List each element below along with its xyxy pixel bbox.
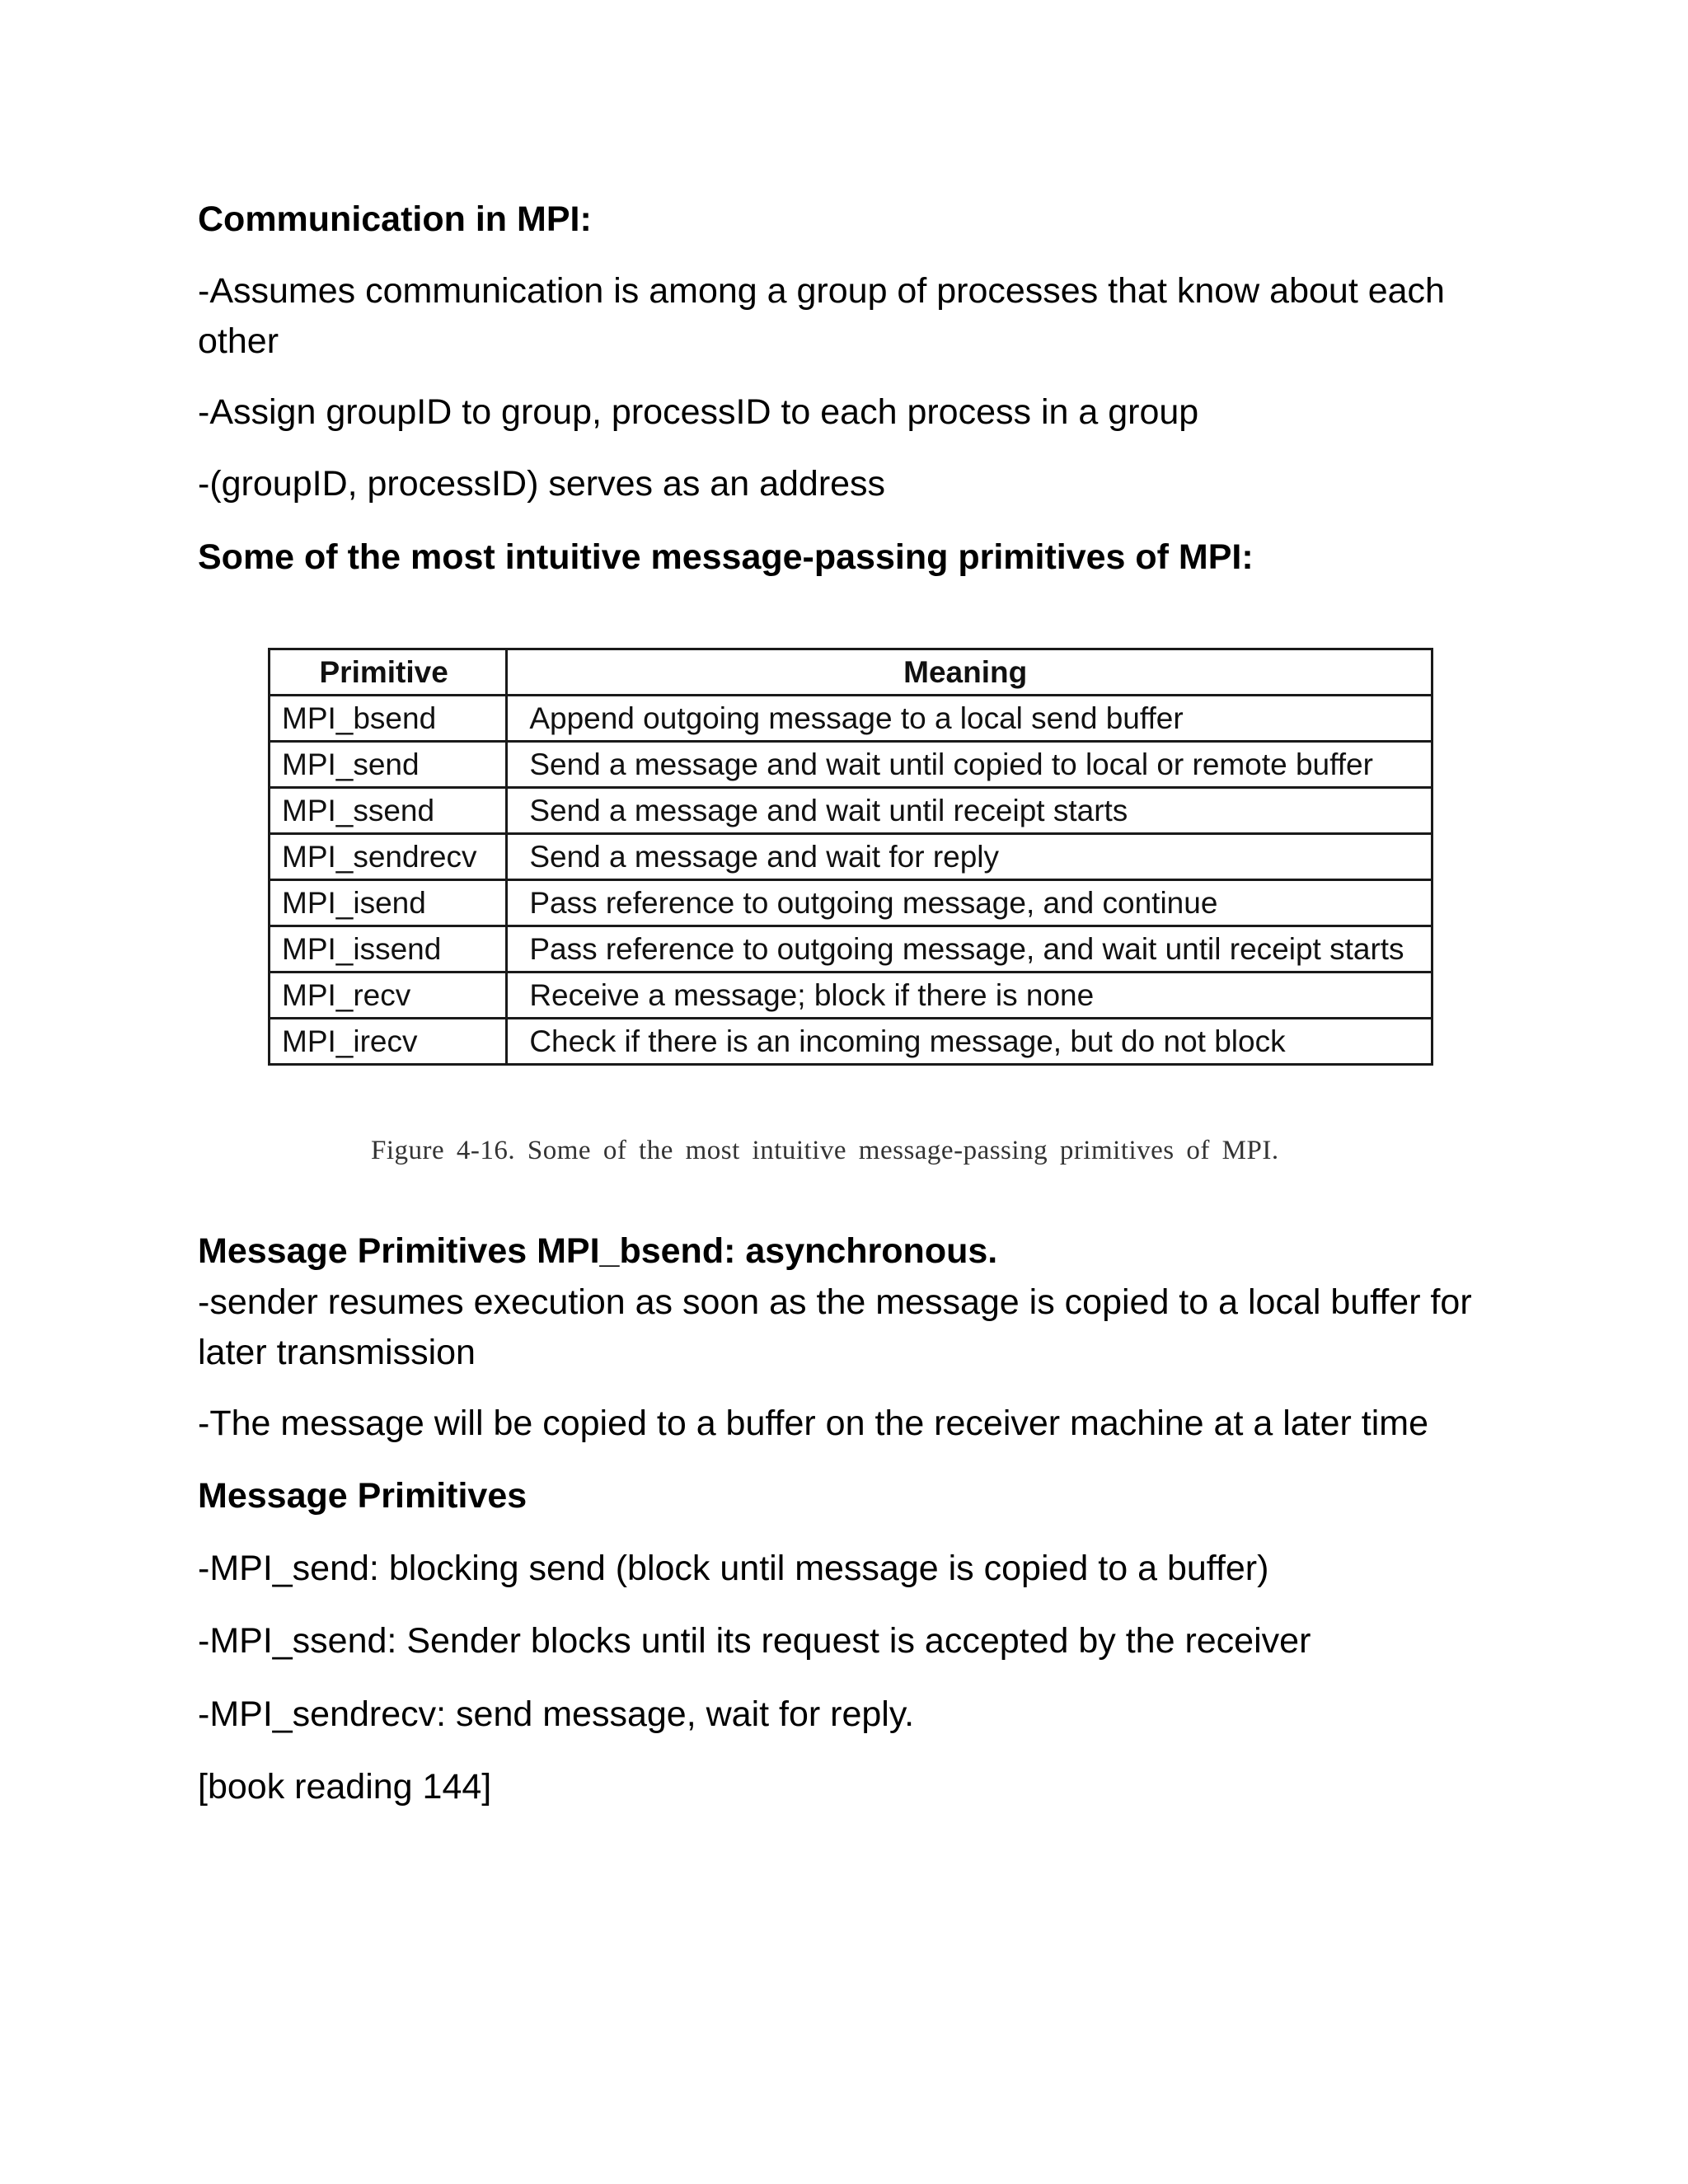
bullet-mpi-send: -MPI_send: blocking send (block until message is copied to a buffer): [198, 1549, 1269, 1588]
table-row: [270, 834, 1432, 880]
section-heading-communication: Communication in MPI:: [198, 199, 592, 239]
primitive-cell: MPI_recv: [270, 972, 507, 1019]
table-row: [270, 788, 1432, 834]
primitive-cell: MPI_irecv: [270, 1019, 507, 1065]
figure-caption: Figure 4-16. Some of the most intuitive message-passing primitives of MPI.: [371, 1136, 1279, 1165]
column-header-primitive: Primitive: [270, 649, 507, 696]
book-reference: [book reading 144]: [198, 1767, 492, 1807]
section-subheading-primitives: Some of the most intuitive message-passing primitives of MPI:: [198, 537, 1254, 577]
bullet-address: -(groupID, processID) serves as an address: [198, 464, 886, 504]
table-header-row: [270, 649, 1432, 696]
primitive-cell: MPI_sendrecv: [270, 834, 507, 880]
primitive-cell: MPI_ssend: [270, 788, 507, 834]
bullet-receiver-buffer: -The message will be copied to a buffer on the receiver machine at a later time: [198, 1404, 1429, 1443]
bullet-assign-ids: -Assign groupID to group, processID to each process in a group: [198, 392, 1199, 432]
bullet-mpi-sendrecv: -MPI_sendrecv: send message, wait for reply.: [198, 1694, 915, 1734]
primitive-cell: MPI_bsend: [270, 696, 507, 742]
section-heading-message-primitives: Message Primitives: [198, 1476, 528, 1516]
column-header-meaning: Meaning: [507, 649, 1432, 696]
table-row: [270, 972, 1432, 1019]
bullet-sender-resumes: -sender resumes execution as soon as the message is copied to a local buffer for later transmission: [198, 1282, 1472, 1372]
section-heading-bsend: Message Primitives MPI_bsend: asynchronous.: [198, 1231, 998, 1271]
meaning-cell: Send a message and wait until copied to local or remote buffer: [507, 742, 1432, 788]
primitive-cell: MPI_isend: [270, 880, 507, 926]
meaning-cell: Send a message and wait for reply: [507, 834, 1432, 880]
meaning-cell: Send a message and wait until receipt starts: [507, 788, 1432, 834]
table-row: [270, 1019, 1432, 1065]
meaning-cell: Receive a message; block if there is none: [507, 972, 1432, 1019]
primitive-cell: MPI_issend: [270, 926, 507, 972]
table-row: [270, 742, 1432, 788]
table-row: [270, 926, 1432, 972]
table-row: [270, 880, 1432, 926]
meaning-cell: Check if there is an incoming message, but do not block: [507, 1019, 1432, 1065]
meaning-cell: Append outgoing message to a local send buffer: [507, 696, 1432, 742]
bullet-group-communication: -Assumes communication is among a group of processes that know about each other: [198, 271, 1445, 361]
meaning-cell: Pass reference to outgoing message, and continue: [507, 880, 1432, 926]
table-row: [270, 696, 1432, 742]
bullet-mpi-ssend: -MPI_ssend: Sender blocks until its request is accepted by the receiver: [198, 1621, 1311, 1661]
mpi-primitives-table: [268, 648, 1433, 1066]
primitive-cell: MPI_send: [270, 742, 507, 788]
meaning-cell: Pass reference to outgoing message, and wait until receipt starts: [507, 926, 1432, 972]
